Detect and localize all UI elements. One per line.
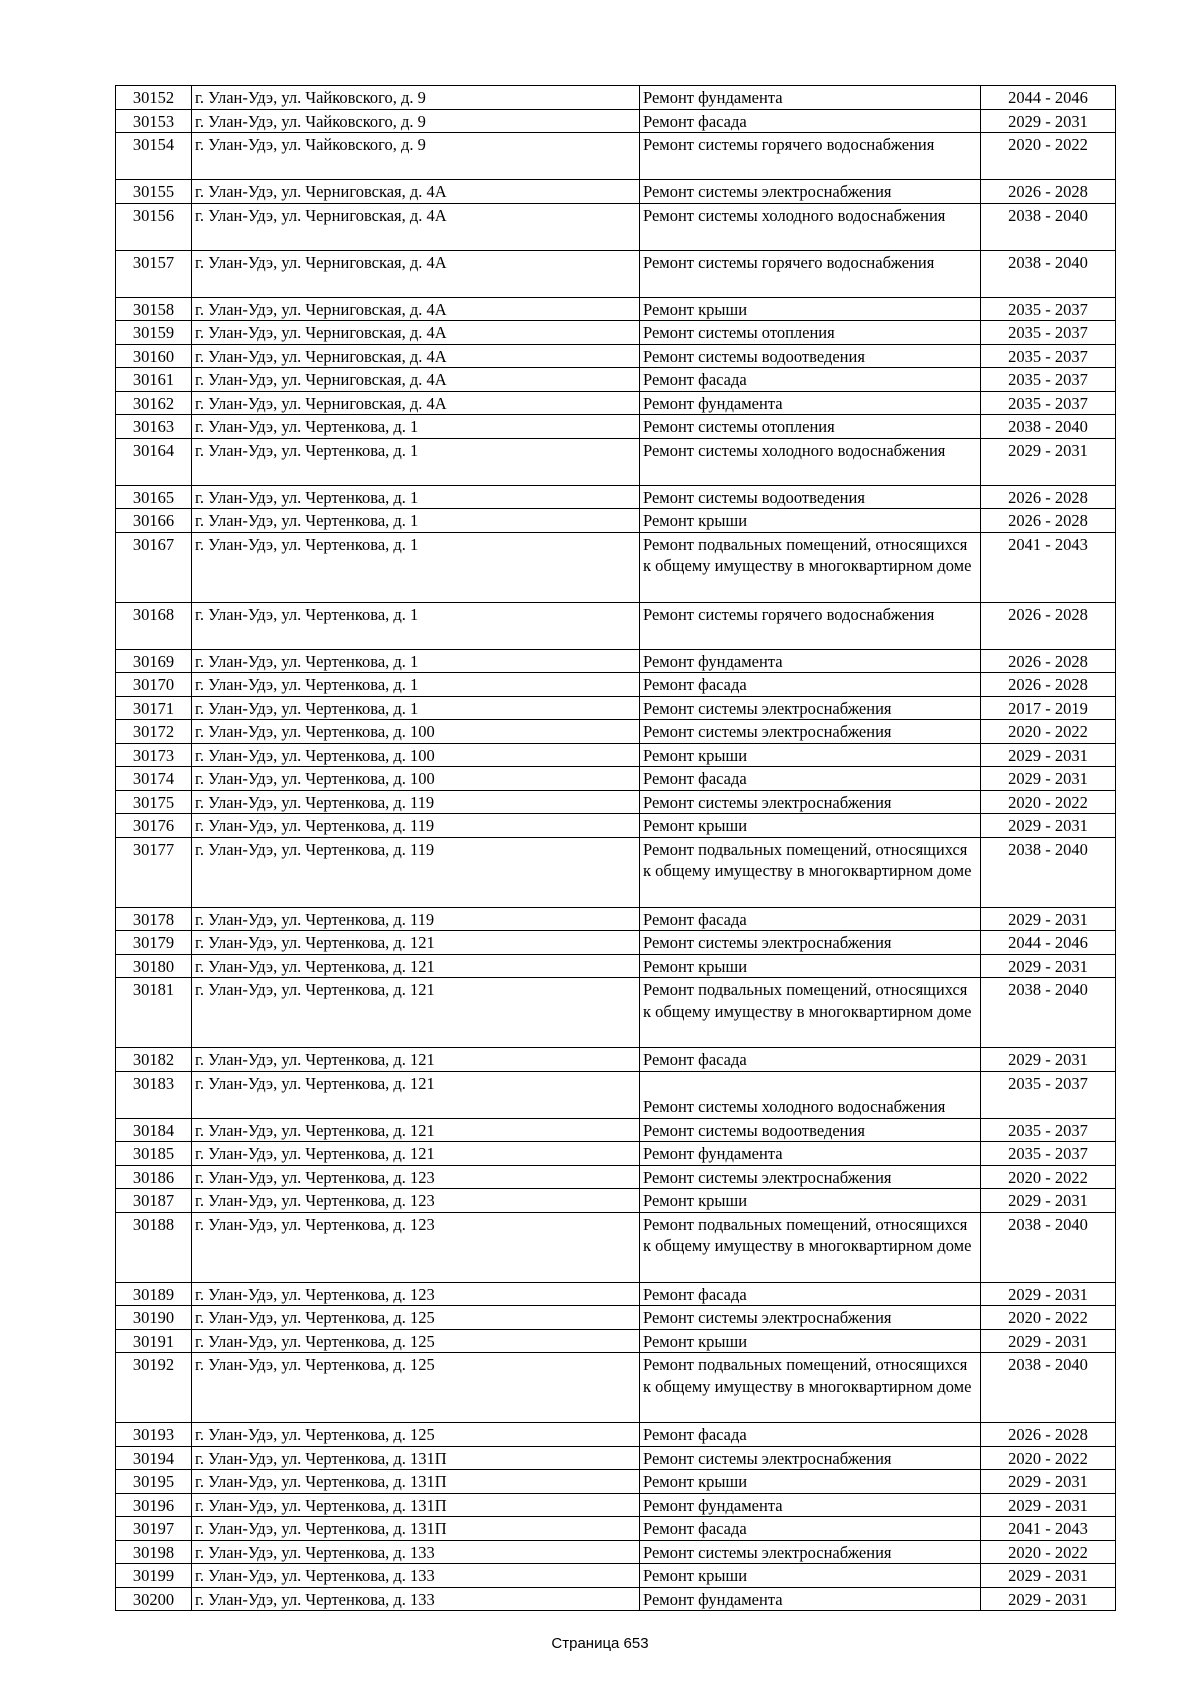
row-number-cell: 30177 xyxy=(116,837,192,907)
address-cell: г. Улан-Удэ, ул. Чертенкова, д. 131П xyxy=(192,1470,640,1494)
row-number-cell: 30170 xyxy=(116,673,192,697)
table-row xyxy=(116,1282,1116,1306)
table-row xyxy=(116,1306,1116,1330)
period-cell: 2038 - 2040 xyxy=(981,415,1116,439)
row-number-cell: 30167 xyxy=(116,532,192,602)
row-number-cell: 30192 xyxy=(116,1353,192,1423)
table-row xyxy=(116,1587,1116,1611)
table-row xyxy=(116,133,1116,180)
table-row xyxy=(116,954,1116,978)
row-number-cell: 30175 xyxy=(116,790,192,814)
period-cell: 2026 - 2028 xyxy=(981,602,1116,649)
work-type-cell: Ремонт подвальных помещений, относящихся к общему имуществу в многоквартирном доме xyxy=(640,837,981,907)
work-type-cell: Ремонт системы электроснабжения xyxy=(640,720,981,744)
row-number-cell: 30198 xyxy=(116,1540,192,1564)
row-number-cell: 30164 xyxy=(116,438,192,485)
address-cell: г. Улан-Удэ, ул. Чертенкова, д. 121 xyxy=(192,1142,640,1166)
row-number-cell: 30163 xyxy=(116,415,192,439)
work-type-cell: Ремонт системы электроснабжения xyxy=(640,790,981,814)
address-cell: г. Улан-Удэ, ул. Чертенкова, д. 125 xyxy=(192,1329,640,1353)
address-cell: г. Улан-Удэ, ул. Чертенкова, д. 100 xyxy=(192,720,640,744)
table-row xyxy=(116,1517,1116,1541)
period-cell: 2038 - 2040 xyxy=(981,1353,1116,1423)
period-cell: 2035 - 2037 xyxy=(981,344,1116,368)
work-type-cell: Ремонт фундамента xyxy=(640,1587,981,1611)
row-number-cell: 30187 xyxy=(116,1189,192,1213)
address-cell: г. Улан-Удэ, ул. Черниговская, д. 4А xyxy=(192,344,640,368)
row-number-cell: 30153 xyxy=(116,109,192,133)
table-row xyxy=(116,978,1116,1048)
period-cell: 2029 - 2031 xyxy=(981,1587,1116,1611)
work-type-cell: Ремонт системы электроснабжения xyxy=(640,180,981,204)
table-row xyxy=(116,1048,1116,1072)
address-cell: г. Улан-Удэ, ул. Чертенкова, д. 121 xyxy=(192,931,640,955)
row-number-cell: 30155 xyxy=(116,180,192,204)
table-row xyxy=(116,1540,1116,1564)
address-cell: г. Улан-Удэ, ул. Чертенкова, д. 131П xyxy=(192,1446,640,1470)
work-type-cell: Ремонт крыши xyxy=(640,1564,981,1588)
period-cell: 2029 - 2031 xyxy=(981,1564,1116,1588)
address-cell: г. Улан-Удэ, ул. Чертенкова, д. 121 xyxy=(192,1071,640,1118)
address-cell: г. Улан-Удэ, ул. Чертенкова, д. 121 xyxy=(192,954,640,978)
row-number-cell: 30184 xyxy=(116,1118,192,1142)
period-cell: 2035 - 2037 xyxy=(981,1142,1116,1166)
address-cell: г. Улан-Удэ, ул. Чайковского, д. 9 xyxy=(192,109,640,133)
period-cell: 2035 - 2037 xyxy=(981,1071,1116,1118)
table-row xyxy=(116,368,1116,392)
row-number-cell: 30200 xyxy=(116,1587,192,1611)
table-row xyxy=(116,837,1116,907)
address-cell: г. Улан-Удэ, ул. Чертенкова, д. 119 xyxy=(192,907,640,931)
work-type-cell: Ремонт крыши xyxy=(640,814,981,838)
work-type-cell: Ремонт системы горячего водоснабжения xyxy=(640,602,981,649)
table-row xyxy=(116,696,1116,720)
address-cell: г. Улан-Удэ, ул. Чертенкова, д. 133 xyxy=(192,1564,640,1588)
work-type-cell: Ремонт системы электроснабжения xyxy=(640,1306,981,1330)
period-cell: 2029 - 2031 xyxy=(981,438,1116,485)
table-row xyxy=(116,720,1116,744)
work-type-cell: Ремонт фундамента xyxy=(640,391,981,415)
period-cell: 2029 - 2031 xyxy=(981,1470,1116,1494)
period-cell: 2038 - 2040 xyxy=(981,250,1116,297)
period-cell: 2017 - 2019 xyxy=(981,696,1116,720)
period-cell: 2020 - 2022 xyxy=(981,720,1116,744)
period-cell: 2038 - 2040 xyxy=(981,203,1116,250)
table-row xyxy=(116,1446,1116,1470)
row-number-cell: 30196 xyxy=(116,1493,192,1517)
work-type-cell: Ремонт фасада xyxy=(640,1282,981,1306)
work-type-cell: Ремонт фундамента xyxy=(640,649,981,673)
table-row xyxy=(116,673,1116,697)
table-row xyxy=(116,1353,1116,1423)
address-cell: г. Улан-Удэ, ул. Чертенкова, д. 123 xyxy=(192,1165,640,1189)
work-type-cell: Ремонт фундамента xyxy=(640,1142,981,1166)
table-row xyxy=(116,250,1116,297)
work-type-cell: Ремонт крыши xyxy=(640,1329,981,1353)
row-number-cell: 30188 xyxy=(116,1212,192,1282)
work-type-cell: Ремонт системы водоотведения xyxy=(640,344,981,368)
table-row xyxy=(116,1142,1116,1166)
period-cell: 2026 - 2028 xyxy=(981,485,1116,509)
work-type-cell: Ремонт фундамента xyxy=(640,1493,981,1517)
table-row xyxy=(116,790,1116,814)
address-cell: г. Улан-Удэ, ул. Чертенкова, д. 125 xyxy=(192,1423,640,1447)
period-cell: 2026 - 2028 xyxy=(981,1423,1116,1447)
row-number-cell: 30166 xyxy=(116,509,192,533)
address-cell: г. Улан-Удэ, ул. Чертенкова, д. 1 xyxy=(192,602,640,649)
period-cell: 2020 - 2022 xyxy=(981,1540,1116,1564)
period-cell: 2029 - 2031 xyxy=(981,1189,1116,1213)
address-cell: г. Улан-Удэ, ул. Чертенкова, д. 119 xyxy=(192,790,640,814)
row-number-cell: 30165 xyxy=(116,485,192,509)
work-type-cell: Ремонт подвальных помещений, относящихся к общему имуществу в многоквартирном доме xyxy=(640,1212,981,1282)
row-number-cell: 30172 xyxy=(116,720,192,744)
table-row xyxy=(116,109,1116,133)
address-cell: г. Улан-Удэ, ул. Черниговская, д. 4А xyxy=(192,321,640,345)
page-number: Страница 653 xyxy=(551,1635,649,1652)
work-type-cell: Ремонт фасада xyxy=(640,907,981,931)
address-cell: г. Улан-Удэ, ул. Чертенкова, д. 1 xyxy=(192,509,640,533)
table-row xyxy=(116,391,1116,415)
work-type-cell: Ремонт системы водоотведения xyxy=(640,1118,981,1142)
table-row xyxy=(116,767,1116,791)
row-number-cell: 30171 xyxy=(116,696,192,720)
work-type-cell: Ремонт фасада xyxy=(640,673,981,697)
work-type-cell: Ремонт системы отопления xyxy=(640,321,981,345)
period-cell: 2035 - 2037 xyxy=(981,297,1116,321)
row-number-cell: 30193 xyxy=(116,1423,192,1447)
period-cell: 2035 - 2037 xyxy=(981,321,1116,345)
table-row xyxy=(116,1212,1116,1282)
period-cell: 2029 - 2031 xyxy=(981,907,1116,931)
row-number-cell: 30186 xyxy=(116,1165,192,1189)
address-cell: г. Улан-Удэ, ул. Чайковского, д. 9 xyxy=(192,86,640,110)
period-cell: 2044 - 2046 xyxy=(981,86,1116,110)
address-cell: г. Улан-Удэ, ул. Чертенкова, д. 119 xyxy=(192,814,640,838)
row-number-cell: 30190 xyxy=(116,1306,192,1330)
table-row xyxy=(116,415,1116,439)
address-cell: г. Улан-Удэ, ул. Чертенкова, д. 121 xyxy=(192,978,640,1048)
row-number-cell: 30185 xyxy=(116,1142,192,1166)
row-number-cell: 30152 xyxy=(116,86,192,110)
address-cell: г. Улан-Удэ, ул. Черниговская, д. 4А xyxy=(192,297,640,321)
address-cell: г. Улан-Удэ, ул. Чертенкова, д. 119 xyxy=(192,837,640,907)
work-type-cell: Ремонт системы горячего водоснабжения xyxy=(640,133,981,180)
address-cell: г. Улан-Удэ, ул. Чертенкова, д. 1 xyxy=(192,415,640,439)
work-type-cell: Ремонт системы электроснабжения xyxy=(640,1540,981,1564)
row-number-cell: 30178 xyxy=(116,907,192,931)
row-number-cell: 30189 xyxy=(116,1282,192,1306)
work-type-cell: Ремонт системы электроснабжения xyxy=(640,931,981,955)
table-row xyxy=(116,1564,1116,1588)
work-type-cell: Ремонт крыши xyxy=(640,509,981,533)
row-number-cell: 30168 xyxy=(116,602,192,649)
table-row xyxy=(116,203,1116,250)
address-cell: г. Улан-Удэ, ул. Чертенкова, д. 133 xyxy=(192,1587,640,1611)
period-cell: 2020 - 2022 xyxy=(981,1165,1116,1189)
address-cell: г. Улан-Удэ, ул. Чертенкова, д. 1 xyxy=(192,673,640,697)
work-type-cell: Ремонт крыши xyxy=(640,1470,981,1494)
work-type-cell: Ремонт крыши xyxy=(640,954,981,978)
table-row xyxy=(116,1165,1116,1189)
row-number-cell: 30183 xyxy=(116,1071,192,1118)
address-cell: г. Улан-Удэ, ул. Черниговская, д. 4А xyxy=(192,391,640,415)
work-type-cell: Ремонт фасада xyxy=(640,368,981,392)
work-type-cell: Ремонт системы холодного водоснабжения xyxy=(640,203,981,250)
address-cell: г. Улан-Удэ, ул. Чертенкова, д. 123 xyxy=(192,1212,640,1282)
period-cell: 2029 - 2031 xyxy=(981,1493,1116,1517)
period-cell: 2041 - 2043 xyxy=(981,1517,1116,1541)
table-row xyxy=(116,297,1116,321)
table-row xyxy=(116,485,1116,509)
work-type-cell: Ремонт крыши xyxy=(640,1189,981,1213)
period-cell: 2026 - 2028 xyxy=(981,509,1116,533)
table-row xyxy=(116,814,1116,838)
address-cell: г. Улан-Удэ, ул. Черниговская, д. 4А xyxy=(192,368,640,392)
row-number-cell: 30161 xyxy=(116,368,192,392)
work-type-cell: Ремонт подвальных помещений, относящихся к общему имуществу в многоквартирном доме xyxy=(640,532,981,602)
work-type-cell: Ремонт фасада xyxy=(640,767,981,791)
row-number-cell: 30157 xyxy=(116,250,192,297)
table-row xyxy=(116,1329,1116,1353)
table-row xyxy=(116,649,1116,673)
address-cell: г. Улан-Удэ, ул. Чертенкова, д. 1 xyxy=(192,649,640,673)
address-cell: г. Улан-Удэ, ул. Черниговская, д. 4А xyxy=(192,250,640,297)
table-row xyxy=(116,1189,1116,1213)
period-cell: 2038 - 2040 xyxy=(981,978,1116,1048)
row-number-cell: 30180 xyxy=(116,954,192,978)
table-row xyxy=(116,931,1116,955)
work-type-cell: Ремонт подвальных помещений, относящихся к общему имуществу в многоквартирном доме xyxy=(640,978,981,1048)
period-cell: 2020 - 2022 xyxy=(981,1306,1116,1330)
table-row xyxy=(116,438,1116,485)
period-cell: 2026 - 2028 xyxy=(981,673,1116,697)
address-cell: г. Улан-Удэ, ул. Черниговская, д. 4А xyxy=(192,203,640,250)
address-cell: г. Улан-Удэ, ул. Чертенкова, д. 1 xyxy=(192,532,640,602)
table-row xyxy=(116,86,1116,110)
period-cell: 2020 - 2022 xyxy=(981,1446,1116,1470)
work-type-cell: Ремонт крыши xyxy=(640,743,981,767)
table-row xyxy=(116,1470,1116,1494)
row-number-cell: 30176 xyxy=(116,814,192,838)
row-number-cell: 30191 xyxy=(116,1329,192,1353)
period-cell: 2029 - 2031 xyxy=(981,1048,1116,1072)
address-cell: г. Улан-Удэ, ул. Черниговская, д. 4А xyxy=(192,180,640,204)
work-type-cell: Ремонт системы холодного водоснабжения xyxy=(640,438,981,485)
work-type-cell: Ремонт системы водоотведения xyxy=(640,485,981,509)
row-number-cell: 30159 xyxy=(116,321,192,345)
table-row xyxy=(116,344,1116,368)
row-number-cell: 30158 xyxy=(116,297,192,321)
work-type-cell: Ремонт системы электроснабжения xyxy=(640,1446,981,1470)
row-number-cell: 30179 xyxy=(116,931,192,955)
repair-schedule-table xyxy=(115,85,1116,1611)
address-cell: г. Улан-Удэ, ул. Чертенкова, д. 133 xyxy=(192,1540,640,1564)
row-number-cell: 30154 xyxy=(116,133,192,180)
work-type-cell: Ремонт фасада xyxy=(640,1048,981,1072)
address-cell: г. Улан-Удэ, ул. Чайковского, д. 9 xyxy=(192,133,640,180)
address-cell: г. Улан-Удэ, ул. Чертенкова, д. 131П xyxy=(192,1517,640,1541)
period-cell: 2038 - 2040 xyxy=(981,1212,1116,1282)
table-row xyxy=(116,743,1116,767)
period-cell: 2020 - 2022 xyxy=(981,790,1116,814)
row-number-cell: 30197 xyxy=(116,1517,192,1541)
work-type-cell: Ремонт подвальных помещений, относящихся к общему имуществу в многоквартирном доме xyxy=(640,1353,981,1423)
period-cell: 2035 - 2037 xyxy=(981,1118,1116,1142)
table-row xyxy=(116,602,1116,649)
period-cell: 2026 - 2028 xyxy=(981,649,1116,673)
work-type-cell: Ремонт системы горячего водоснабжения xyxy=(640,250,981,297)
period-cell: 2029 - 2031 xyxy=(981,954,1116,978)
work-type-cell: Ремонт фасада xyxy=(640,1517,981,1541)
work-type-cell: Ремонт системы холодного водоснабжения xyxy=(640,1071,981,1118)
period-cell: 2029 - 2031 xyxy=(981,814,1116,838)
period-cell: 2026 - 2028 xyxy=(981,180,1116,204)
work-type-cell: Ремонт крыши xyxy=(640,297,981,321)
address-cell: г. Улан-Удэ, ул. Чертенкова, д. 121 xyxy=(192,1048,640,1072)
address-cell: г. Улан-Удэ, ул. Чертенкова, д. 100 xyxy=(192,767,640,791)
work-type-cell: Ремонт системы электроснабжения xyxy=(640,1165,981,1189)
period-cell: 2029 - 2031 xyxy=(981,1329,1116,1353)
work-type-cell: Ремонт фасада xyxy=(640,1423,981,1447)
period-cell: 2029 - 2031 xyxy=(981,743,1116,767)
table-row xyxy=(116,1118,1116,1142)
row-number-cell: 30182 xyxy=(116,1048,192,1072)
row-number-cell: 30181 xyxy=(116,978,192,1048)
row-number-cell: 30194 xyxy=(116,1446,192,1470)
period-cell: 2035 - 2037 xyxy=(981,391,1116,415)
period-cell: 2029 - 2031 xyxy=(981,1282,1116,1306)
work-type-cell: Ремонт системы отопления xyxy=(640,415,981,439)
address-cell: г. Улан-Удэ, ул. Чертенкова, д. 125 xyxy=(192,1306,640,1330)
row-number-cell: 30156 xyxy=(116,203,192,250)
address-cell: г. Улан-Удэ, ул. Чертенкова, д. 1 xyxy=(192,696,640,720)
work-type-cell: Ремонт фундамента xyxy=(640,86,981,110)
period-cell: 2020 - 2022 xyxy=(981,133,1116,180)
period-cell: 2035 - 2037 xyxy=(981,368,1116,392)
period-cell: 2044 - 2046 xyxy=(981,931,1116,955)
table-row xyxy=(116,509,1116,533)
period-cell: 2029 - 2031 xyxy=(981,767,1116,791)
row-number-cell: 30173 xyxy=(116,743,192,767)
period-cell: 2038 - 2040 xyxy=(981,837,1116,907)
address-cell: г. Улан-Удэ, ул. Чертенкова, д. 1 xyxy=(192,438,640,485)
row-number-cell: 30160 xyxy=(116,344,192,368)
row-number-cell: 30169 xyxy=(116,649,192,673)
period-cell: 2029 - 2031 xyxy=(981,109,1116,133)
address-cell: г. Улан-Удэ, ул. Чертенкова, д. 123 xyxy=(192,1282,640,1306)
row-number-cell: 30162 xyxy=(116,391,192,415)
address-cell: г. Улан-Удэ, ул. Чертенкова, д. 121 xyxy=(192,1118,640,1142)
table-row xyxy=(116,180,1116,204)
address-cell: г. Улан-Удэ, ул. Чертенкова, д. 100 xyxy=(192,743,640,767)
period-cell: 2041 - 2043 xyxy=(981,532,1116,602)
table-row xyxy=(116,532,1116,602)
row-number-cell: 30195 xyxy=(116,1470,192,1494)
row-number-cell: 30174 xyxy=(116,767,192,791)
table-row xyxy=(116,1071,1116,1118)
address-cell: г. Улан-Удэ, ул. Чертенкова, д. 123 xyxy=(192,1189,640,1213)
address-cell: г. Улан-Удэ, ул. Чертенкова, д. 131П xyxy=(192,1493,640,1517)
address-cell: г. Улан-Удэ, ул. Чертенкова, д. 1 xyxy=(192,485,640,509)
table-body xyxy=(116,86,1116,1611)
table-row xyxy=(116,907,1116,931)
table-row xyxy=(116,1423,1116,1447)
row-number-cell: 30199 xyxy=(116,1564,192,1588)
table-row xyxy=(116,321,1116,345)
work-type-cell: Ремонт системы электроснабжения xyxy=(640,696,981,720)
address-cell: г. Улан-Удэ, ул. Чертенкова, д. 125 xyxy=(192,1353,640,1423)
work-type-cell: Ремонт фасада xyxy=(640,109,981,133)
table-row xyxy=(116,1493,1116,1517)
